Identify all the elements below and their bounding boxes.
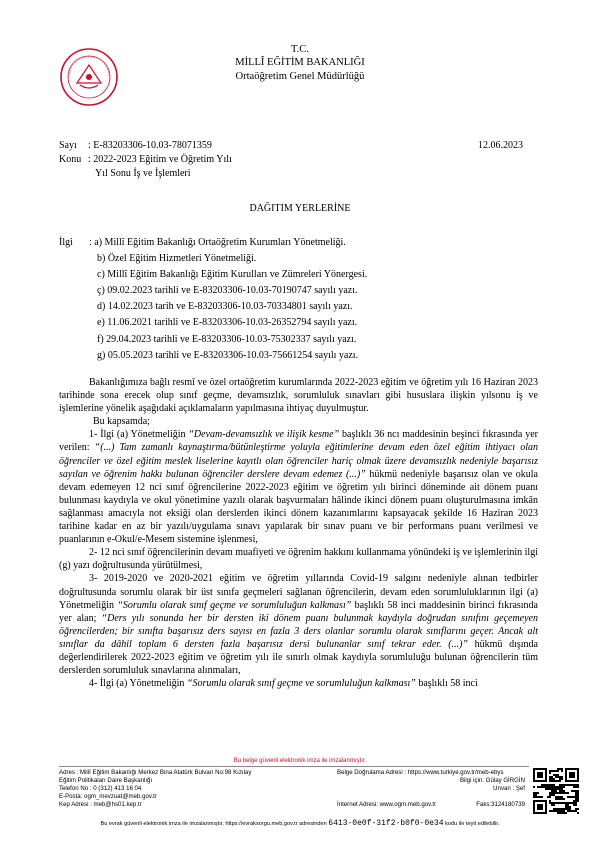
footer-web[interactable]: İnternet Adresi: www.ogm.meb.gov.tr: [337, 801, 437, 808]
reference-list: [59, 235, 539, 364]
header-tc: T.C.: [291, 44, 309, 55]
paragraph-intro: Bakanlığımıza bağlı resmî ve özel ortaöğretim kurumlarında 2022-2023 eğitim ve öğretim yılı 16 Haziran 2023 tarihinde sona erecek olup sınıf geçme, devamsızlık, sorumluluk sınavları gibi hususlara ilişkin yılsonu iş ve işlemlerine yönelik aşağıdaki açıklamaların yapılmasına ihtiyaç duyulmuştur.: [59, 377, 538, 415]
konu-value-line2: Yıl Sonu İş ve İşlemleri: [95, 168, 191, 179]
konu-label: Konu: [59, 154, 82, 165]
ilgi-label: İlgi: [59, 237, 73, 248]
footer-kep: Kep Adresi : meb@hs01.kep.tr: [59, 801, 142, 808]
sayi-value: : E-83203306-10.03-78071359: [88, 140, 212, 151]
paragraph-item-1: 1- İlgi (a) Yönetmeliğin “Devam-devamsızlık ve ilişik kesme” başlıklı 36 ncı maddesinin beşinci fıkrasında yer verilen: “(...) Tam zamanlı kaynaştırma/bütünleştirme yoluyla eğitimlerine devam eden özel eğitim ihtiyacı olan öğrenciler ve özel eğitim meslek liselerine kayıtlı olan öğrenciler hariç olmak üzere devamsızlık nedeniyle başarısız sayılan ve öğrenim hakkı bulunan öğrenciler derslere devam edemez (...)” hükmü nedeniyle başarısız olan ve okula devam edemeyen 12 nci sınıf öğrencilerine 2022-2023 eğitim ve öğretim yılı birinci döneminde ait dönem puanı bulunması kaydıyla ve okul yönetimine yazılı olarak başvurmaları hâlinde ikinci dönem puanı oluşturulmasına imkân sağlanması amacıyla not eksiği olan derslerden ikinci dönem kazanımlarını kapsayacak şekilde 16 Haziran 2023 tarihine kadar en az bir yazılı/uygulama sınavı yapılarak bir sınav puanı ve bir performans puanı verilmesi ve puanlarının e-Okul/e-Mesem sistemine işlenmesi,: [59, 429, 539, 546]
footer-left: [59, 769, 299, 809]
footer-phone: Telefon No : 0 (312) 413 16 04: [59, 785, 142, 792]
reference-item: b) Özel Eğitim Hizmetleri Yönetmeliği.: [97, 253, 257, 265]
footer-divider: [59, 766, 529, 767]
footer-bottom-line: Bu evrak güvenli elektronik imza ile imzalanmıştır. https://evraksorgu.meb.gov.tr adresinden 6413-0e0f-31f2-b0f0-0e34 kodu ile teyit edilebilir.: [100, 819, 500, 828]
reference-item: e) 11.06.2021 tarihli ve E-83203306-10.03-26352794 sayılı yazı.: [97, 317, 358, 329]
reference-item: : a) Millî Eğitim Bakanlığı Ortaöğretim Kurumları Yönetmeliği.: [89, 237, 346, 248]
reference-item: c) Millî Eğitim Bakanlığı Eğitim Kurulları ve Zümreleri Yönergesi.: [97, 269, 368, 281]
header-ministry: MİLLÎ EĞİTİM BAKANLIĞI: [235, 57, 365, 68]
sayi-label: Sayı: [59, 140, 77, 151]
footer-dept: Eğitim Politikaları Daire Başkanlığı: [59, 777, 153, 784]
reference-item: g) 05.05.2023 tarihli ve E-83203306-10.03-75661254 sayılı yazı.: [97, 349, 359, 361]
footer-title: Unvan : Şef: [493, 785, 525, 792]
footer-fax: Faks:3124180739: [476, 801, 525, 808]
recipient: DAĞITIM YERLERİNE: [249, 203, 351, 214]
konu-value-line1: : 2022-2023 Eğitim ve Öğretim Yılı: [88, 154, 232, 165]
verification-code: 6413-0e0f-31f2-b0f0-0e34: [328, 819, 444, 828]
footer-address: Adres : Millî Eğitim Bakanlığı Merkez Bina Atatürk Bulvarı No:98 Kızılay: [59, 769, 252, 776]
footer-email: E-Posta: ogm_mevzuat@meb.gov.tr: [59, 793, 157, 800]
header-directorate: Ortaöğretim Genel Müdürlüğü: [235, 71, 365, 82]
paragraph-scope: Bu kapsamda;: [93, 416, 150, 428]
paragraph-item-3: 3- 2019-2020 ve 2020-2021 eğitim ve öğretim yıllarında Covid-19 salgını nedeniyle alınan tedbirler doğrultusunda sorumlu olarak bir üst sınıfa geçmeleri sağlanan öğrencilerin, devam eden sorumluluklarının ilgi (a) Yönetmeliğin “Sorumlu olarak sınıf geçme ve sorumluluğun kalkması” başlıklı 58 inci maddesinin birinci fıkrasında yer alan; “Ders yılı sonunda her bir dersten iki dönem puanı bulunmak kaydıyla doğrudan sınıfını geçemeyen öğrencilerden; bir sınıfta başarısız ders sayısı en fazla 3 ders olanlar sorumlu olarak sınıflarını geçer. Ancak alt sınıflar da dâhil toplam 6 dersten fazla başarısız dersi bulunanlar sınıf tekrar eder. (...)” hükmü dışında değerlendirilerek 2022-2023 eğitim ve öğretim yılı ile sınırlı olmak kaydıyla sorumluluğu bulunan öğrencilerin tüm derslerden sorumluluk sınavlarına alınmaları,: [59, 573, 538, 677]
paragraph-item-2: 2- 12 nci sınıf öğrencilerinin devam muafiyeti ve öğrenim hakkını kullanmama yönündeki iş ve işlemlerinin ilgi (g) yazı doğrultusunda yürütülmesi,: [59, 547, 538, 572]
signed-note: Bu belge güvenli elektronik imza ile imzalanmıştır.: [233, 758, 367, 764]
document-date: 12.06.2023: [478, 140, 523, 151]
paragraph-item-4: 4- İlgi (a) Yönetmeliğin “Sorumlu olarak sınıf geçme ve sorumluluğun kalkması” başlıklı 58 inci: [89, 678, 478, 690]
footer-verify[interactable]: Belge Doğrulama Adresi : https://www.turkiye.gov.tr/meb-ebys: [337, 769, 504, 776]
reference-item: ç) 09.02.2023 tarihli ve E-83203306-10.03-70190747 sayılı yazı.: [97, 285, 358, 297]
footer-info: Bilgi için: Gülay GİRGİN: [459, 777, 525, 784]
letter-body: [59, 376, 538, 690]
qr-code: [533, 768, 579, 814]
reference-item: f) 29.04.2023 tarihli ve E-83203306-10.03-75302337 sayılı yazı.: [97, 333, 357, 345]
reference-item: d) 14.02.2023 tarih ve E-83203306-10.03-70334801 sayılı yazı.: [97, 301, 353, 313]
